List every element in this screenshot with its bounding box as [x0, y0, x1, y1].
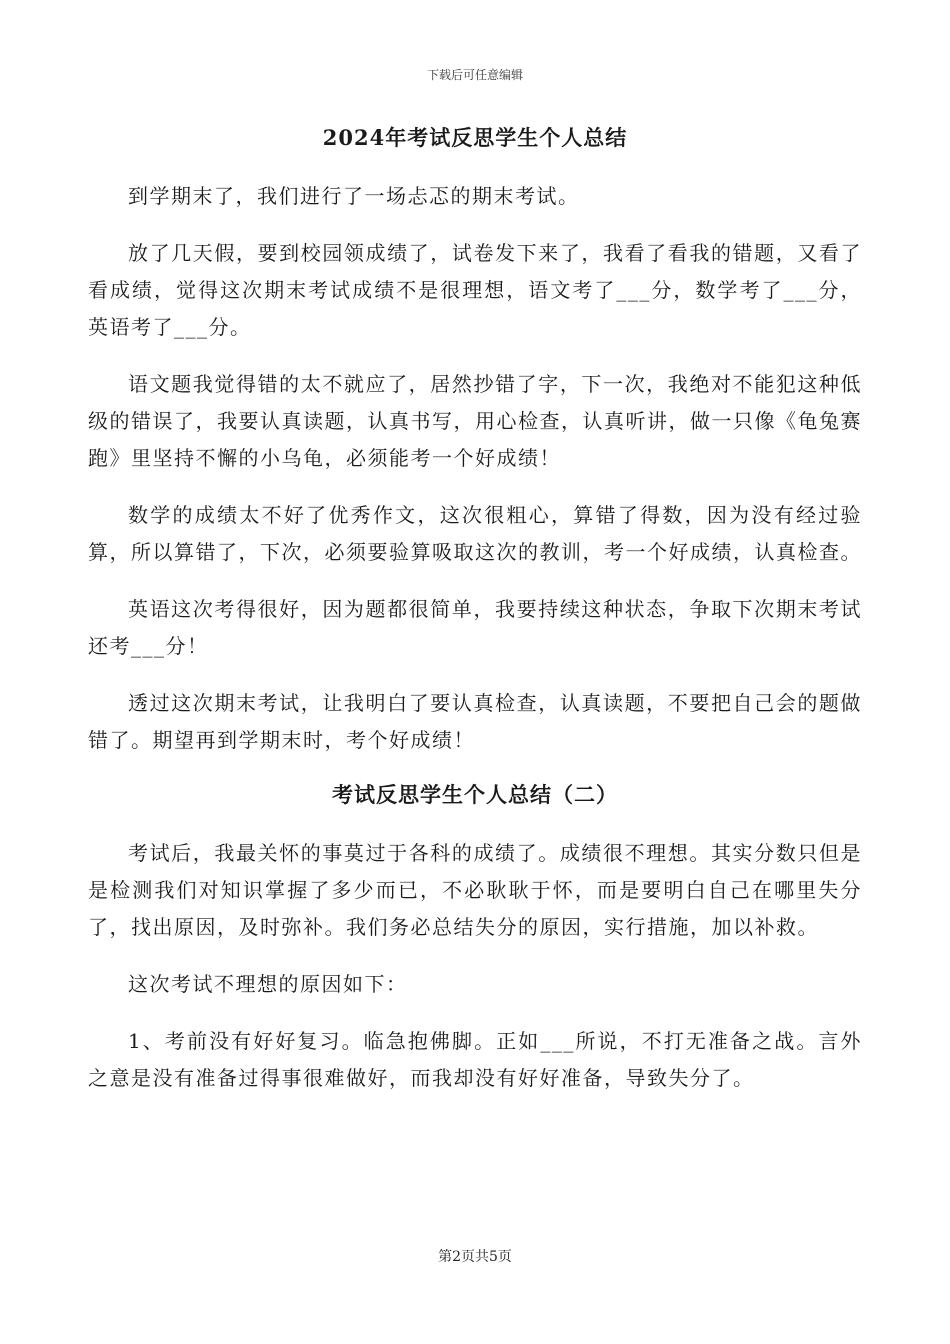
document-body [88, 122, 862, 1117]
paragraph: 到学期末了，我们进行了一场忐忑的期末考试。 [128, 184, 580, 208]
page-number: 第2页共5页 [438, 1249, 512, 1265]
paragraph: 语文题我觉得错的太不就应了，居然抄错了字，下一次，我绝对不能犯这种低级的错误了，我要认真读题，认真书写，用心检查，认真听讲，做一只像《龟兔赛跑》里坚持不懈的小乌龟，必须能考一个好成绩！ [88, 372, 862, 470]
paragraph: 考试后，我最关怀的事莫过于各科的成绩了。成绩很不理想。其实分数只但是是检测我们对知识掌握了多少而已，不必耿耿于怀，而是要明白自己在哪里失分了，找出原因，及时弥补。我们务必总结失分的原因，实行措施，加以补救。 [88, 841, 862, 939]
paragraph: 数学的成绩太不好了优秀作文，这次很粗心，算错了得数，因为没有经过验算，所以算错了，下次，必须要验算吸取这次的教训，考一个好成绩，认真检查。 [88, 503, 862, 564]
paragraph: 英语这次考得很好，因为题都很简单，我要持续这种状态，争取下次期末考试还考___分！ [88, 597, 862, 658]
header-note: 下载后可任意编辑 [426, 68, 523, 82]
section-title: 2024年考试反思学生个人总结 [322, 125, 628, 150]
paragraph: 放了几天假，要到校园领成绩了，试卷发下来了，我看了看我的错题，又看了看成绩，觉得这次期末考试成绩不是很理想，语文考了___分，数学考了___分，英语考了___分。 [88, 241, 862, 339]
section-title: 考试反思学生个人总结（二） [332, 782, 618, 807]
paragraph: 透过这次期末考试，让我明白了要认真检查，认真读题，不要把自己会的题做错了。期望再到学期末时，考个好成绩！ [88, 691, 862, 752]
paragraph: 1、考前没有好好复习。临急抱佛脚。正如___所说，不打无准备之战。言外之意是没有准备过得事很难做好，而我却没有好好准备，导致失分了。 [88, 1029, 862, 1090]
paragraph: 这次考试不理想的原因如下： [128, 972, 408, 996]
